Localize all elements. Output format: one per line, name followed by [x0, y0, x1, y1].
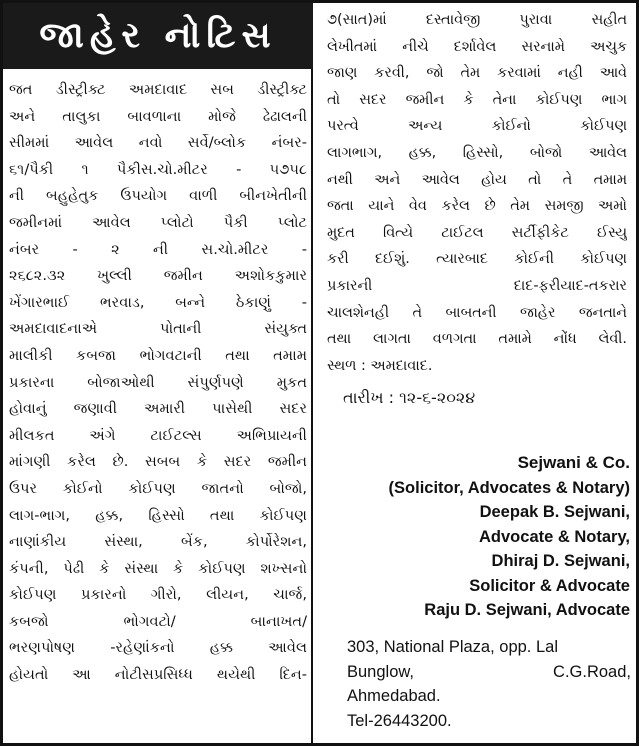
notice-line: પરત્વે અન્ય કોઈનો કોઈપણ [327, 118, 627, 135]
right-column [315, 3, 636, 743]
signatory-name: Raju D. Sejwani, Advocate [424, 601, 630, 619]
notice-line: કબજો ભોગવટો/ બાનાખત/ [9, 612, 307, 630]
notice-line: જાણ કરવી, જો તેમ કરવામાં નહી આવે [327, 65, 627, 82]
notice-line: અને તાલુકા બાવળાના મોજે ઢેઢાલની [9, 107, 307, 125]
notice-line: લાગભાગ, હક્ક, હિસ્સો, બોજો આવેલ [327, 144, 627, 161]
address-city: Ahmedabad. [347, 687, 441, 705]
notice-line: નથી અને આવેલ હોય તો તે તમામ [327, 171, 627, 188]
notice-line: કંપની, પેઢી કે સંસ્થા કે કોઈપણ શખ્સનો [9, 559, 307, 577]
notice-line: સીમમાં આવેલ નવો સર્વે/બ્લોક નંબર- [9, 134, 307, 152]
signature-block [330, 451, 630, 623]
notice-line: કોઈપણ પ્રકારનો ગીરો, લીયન, ચાર્જ, [9, 586, 307, 604]
notice-line: મુદત વિત્યે ટાઈટલ સર્ટીફીકેટ ઈસ્યુ [327, 224, 627, 241]
signatory-role: Solicitor & Advocate [469, 576, 630, 595]
notice-line: ૨૬૮૨.૩૨ ખુલ્લી જમીન અશોકકુમાર [9, 267, 307, 285]
notice-line: ખેંગારભાઈ ભરવાડ, બન્ને ઠેકાણું - [9, 293, 307, 311]
notice-line: તથા લાગતા વળગતા તમામે નોંધ લેવી. [327, 331, 627, 348]
left-body-text [9, 77, 307, 689]
right-body-text [327, 7, 627, 413]
notice-line: માલીકી કબજા ભોગવટાની તથા તમામ [9, 346, 307, 364]
notice-line: અમદાવાદનાએ પોતાની સંયુક્ત [9, 320, 307, 338]
firm-description: (Solicitor, Advocates & Notary) [388, 478, 630, 497]
notice-line: હોયતો આ નોટીસપ્રસિધ્ધ થયેથી દિન- [9, 666, 307, 684]
left-column [3, 3, 313, 743]
notice-line: જતા યાને વેવ કરેલ છે તેમ સમજી અમો [327, 198, 627, 215]
notice-line: હોવાનું જણાવી અમારી પાસેથી સદર [9, 400, 307, 418]
notice-line: તો સદર જમીન કે તેના કોઈપણ ભાગ [327, 91, 627, 108]
notice-line: માંગણી કરેલ છે. સબબ કે સદર જમીન [9, 453, 307, 471]
address-line: 303, National Plaza, opp. Lal [347, 638, 558, 656]
address-block [347, 635, 631, 733]
notice-line: ૭(સાત)માં દસ્તાવેજી પુરાવા સહીત [327, 12, 627, 28]
notice-line: નંબર - ૨ ની સ.ચો.મીટર - [9, 240, 307, 258]
notice-line: જમીનમાં આવેલ પ્લોટો પૈકી પ્લોટ [9, 213, 307, 231]
notice-date: તારીખ : ૧૨-૬-૨૦૨૪ [343, 388, 476, 408]
signatory-name: Deepak B. Sejwani, [479, 503, 630, 521]
notice-line: લેખીતમાં નીચે દર્શાવેલ સરનામે અચુક [327, 38, 627, 55]
notice-line: પ્રકારના બોજાઓથી સંપુર્ણપણે મુકત [9, 373, 307, 391]
notice-line: લાગ-ભાગ, હક્ક, હિસ્સો તથા કોઈપણ [9, 506, 307, 524]
notice-line: ની બહુહેતુક ઉપયોગ વાળી બીનખેતીની [9, 187, 307, 205]
notice-line: ભરણપોષણ -રહેણાંકનો હક્ક આવેલ [9, 639, 307, 657]
signatory-role: Advocate & Notary, [479, 527, 630, 546]
notice-line: કરી દઈશું. ત્યારબાદ કોઈની કોઈપણ [327, 251, 627, 268]
notice-line: નાણાંકીય સંસ્થા, બેંક, કોર્પોરેશન, [9, 533, 307, 551]
notice-place: સ્થળ : અમદાવાદ. [327, 357, 433, 374]
address-line: Bunglow, C.G.Road, [347, 662, 631, 681]
signatory-name: Dhiraj D. Sejwani, [491, 552, 630, 570]
notice-line: જત ડીસ્ટ્રીક્ટ અમદાવાદ સબ ડીસ્ટ્રીક્ટ [9, 81, 307, 98]
notice-line: ચાલશેનહી તે બાબતની જાહેર જનતાને [327, 304, 627, 321]
notice-title: જાહેર નોટિસ [3, 3, 313, 69]
notice-line: મીલકત અંગે ટાઈટલ્સ અભિપ્રાયની [9, 426, 307, 444]
firm-name: Sejwani & Co. [517, 453, 630, 472]
notice-line: ૬૧/પૈકી ૧ પૈકીસ.ચો.મીટર - ૫૭૫૮ [9, 160, 307, 178]
notice-line: પ્રકારની દાદ-ફરીયાદ-તકરાર [327, 277, 627, 294]
telephone: Tel-26443200. [347, 711, 452, 730]
notice-line: ઉપર કોઈનો કોઈપણ જાતનો બોજો, [9, 479, 307, 497]
